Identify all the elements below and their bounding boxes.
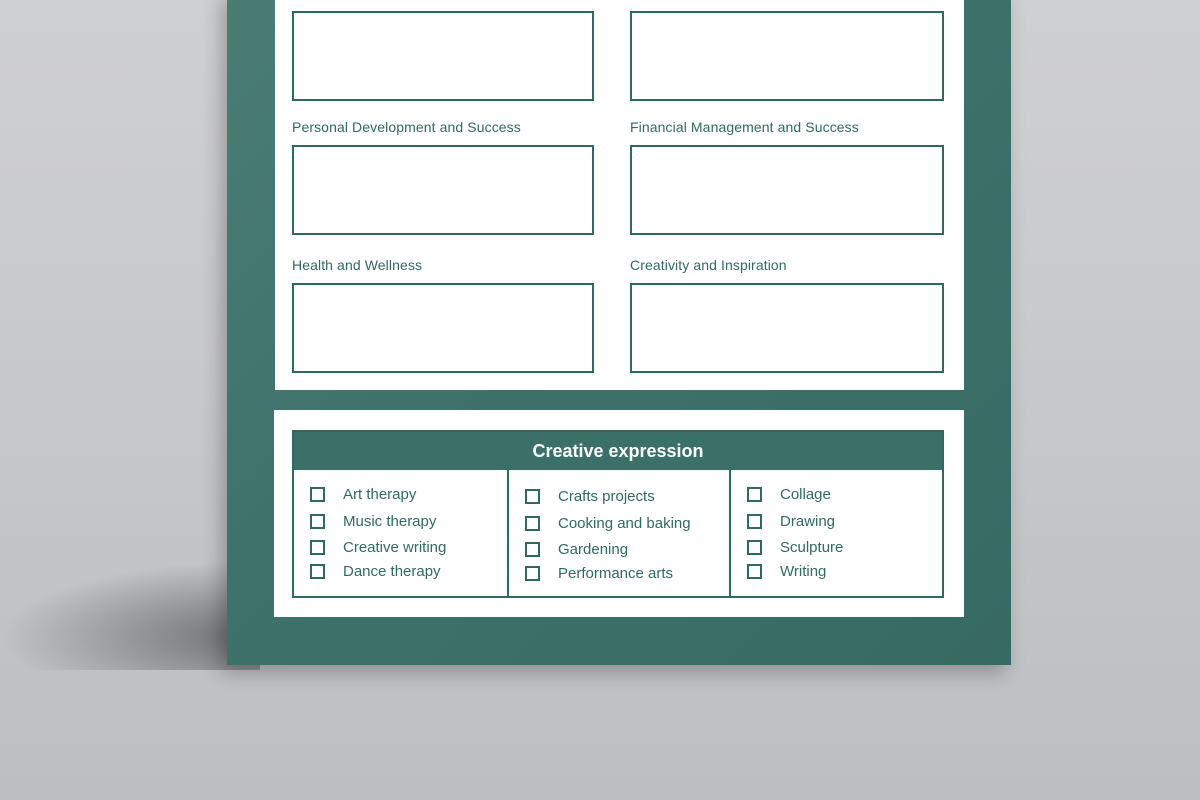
field-label-financial-management: Financial Management and Success (630, 119, 859, 135)
checklist-item-crafts-projects[interactable] (525, 488, 655, 505)
goal-box-financial-management[interactable] (630, 145, 944, 235)
checklist-item-label: Sculpture (780, 539, 844, 556)
checklist-item-dance-therapy[interactable] (310, 563, 441, 580)
checkbox[interactable] (747, 514, 762, 529)
field-label-personal-development: Personal Development and Success (292, 119, 521, 135)
checklist-item-gardening[interactable] (525, 541, 628, 558)
checkbox[interactable] (525, 542, 540, 557)
checklist-item-label: Dance therapy (343, 563, 441, 580)
floor-shadow (0, 560, 260, 670)
checklist-item-performance-arts[interactable] (525, 565, 673, 582)
checklist-item-music-therapy[interactable] (310, 513, 436, 530)
field-label-health-wellness: Health and Wellness (292, 257, 423, 273)
checklist-item-label: Cooking and baking (558, 515, 691, 532)
checklist-item-sculpture[interactable] (747, 539, 843, 556)
checkbox[interactable] (310, 540, 325, 555)
checklist-item-creative-writing[interactable] (310, 539, 446, 556)
checklist-item-label: Art therapy (343, 486, 417, 503)
goal-box-2[interactable] (630, 11, 944, 101)
checklist-item-label: Music therapy (343, 513, 437, 530)
checklist-item-label: Crafts projects (558, 488, 655, 505)
checklist-item-art-therapy[interactable] (310, 486, 416, 503)
field-label-creativity-inspiration: Creativity and Inspiration (630, 257, 787, 273)
creative-expression-panel (274, 410, 964, 617)
creative-expression-title: Creative expression (294, 432, 942, 470)
checkbox[interactable] (525, 489, 540, 504)
creative-expression-columns (294, 470, 942, 596)
checklist-item-label: Writing (780, 563, 827, 580)
checkbox[interactable] (310, 487, 325, 502)
checkbox[interactable] (747, 564, 762, 579)
checklist-column-2 (507, 470, 729, 596)
checklist-item-collage[interactable] (747, 486, 831, 503)
checkbox[interactable] (310, 564, 325, 579)
goal-box-health-wellness[interactable] (292, 283, 594, 373)
planner-board (227, 0, 1011, 665)
checkbox[interactable] (747, 540, 762, 555)
creative-expression-table (292, 430, 944, 598)
checklist-item-label: Drawing (780, 513, 836, 530)
checkbox[interactable] (747, 487, 762, 502)
checkbox[interactable] (310, 514, 325, 529)
checkbox[interactable] (525, 516, 540, 531)
checklist-item-label: Collage (780, 486, 831, 503)
goal-box-personal-development[interactable] (292, 145, 594, 235)
goals-panel (275, 0, 964, 390)
checklist-column-3 (729, 470, 942, 596)
goal-box-creativity-inspiration[interactable] (630, 283, 944, 373)
checklist-item-label: Gardening (558, 541, 629, 558)
goal-box-1[interactable] (292, 11, 594, 101)
checkbox[interactable] (525, 566, 540, 581)
checklist-column-1 (294, 470, 507, 596)
checklist-item-label: Performance arts (558, 565, 674, 582)
checklist-item-writing[interactable] (747, 563, 826, 580)
checklist-item-cooking-baking[interactable] (525, 515, 691, 532)
checklist-item-drawing[interactable] (747, 513, 835, 530)
checklist-item-label: Creative writing (343, 539, 447, 556)
